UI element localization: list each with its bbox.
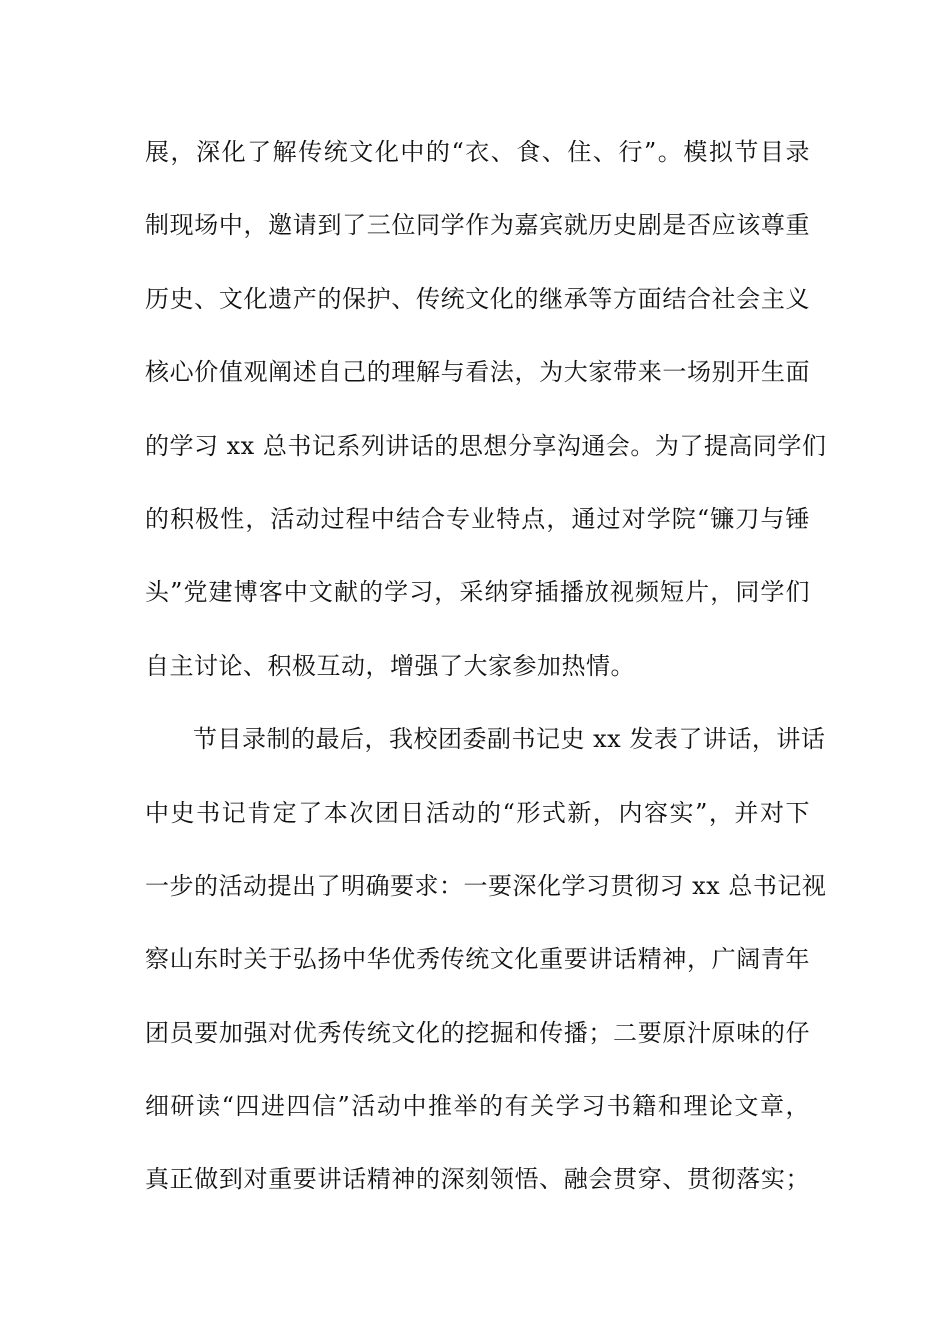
text-line: 中史书记肯定了本次团日活动的“形式新，内容实”，并对下	[145, 798, 810, 827]
body-text	[145, 126, 827, 1227]
paragraph-start-line: 节目录制的最后，我校团委副书记史 xx 发表了讲话，讲话	[193, 725, 826, 754]
text-line: 自主讨论、积极互动，增强了大家参加热情。	[145, 651, 635, 680]
text-line: 真正做到对重要讲话精神的深刻领悟、融会贯穿、贯彻落实；	[145, 1165, 810, 1194]
text-line: 头”党建博客中文献的学习，采纳穿插播放视频短片，同学们	[145, 578, 810, 607]
text-line: 细研读“四进四信”活动中推举的有关学习书籍和理论文章，	[145, 1092, 810, 1121]
text-line: 的积极性，活动过程中结合专业特点，通过对学院“镰刀与锤	[145, 504, 810, 533]
text-line: 团员要加强对优秀传统文化的挖掘和传播；二要原汁原味的仔	[145, 1018, 810, 1047]
text-line: 历史、文化遗产的保护、传统文化的继承等方面结合社会主义	[145, 284, 810, 313]
text-line: 一步的活动提出了明确要求：一要深化学习贯彻习 xx 总书记视	[145, 871, 827, 900]
text-line: 的学习 xx 总书记系列讲话的思想分享沟通会。为了提高同学们	[145, 431, 827, 460]
text-line: 展，深化了解传统文化中的“衣、食、住、行”。模拟节目录	[145, 138, 810, 166]
text-line: 察山东时关于弘扬中华优秀传统文化重要讲话精神，广阔青年	[145, 945, 810, 974]
text-line: 核心价值观阐述自己的理解与看法，为大家带来一场别开生面	[145, 358, 810, 387]
text-line: 制现场中，邀请到了三位同学作为嘉宾就历史剧是否应该尊重	[145, 211, 810, 240]
